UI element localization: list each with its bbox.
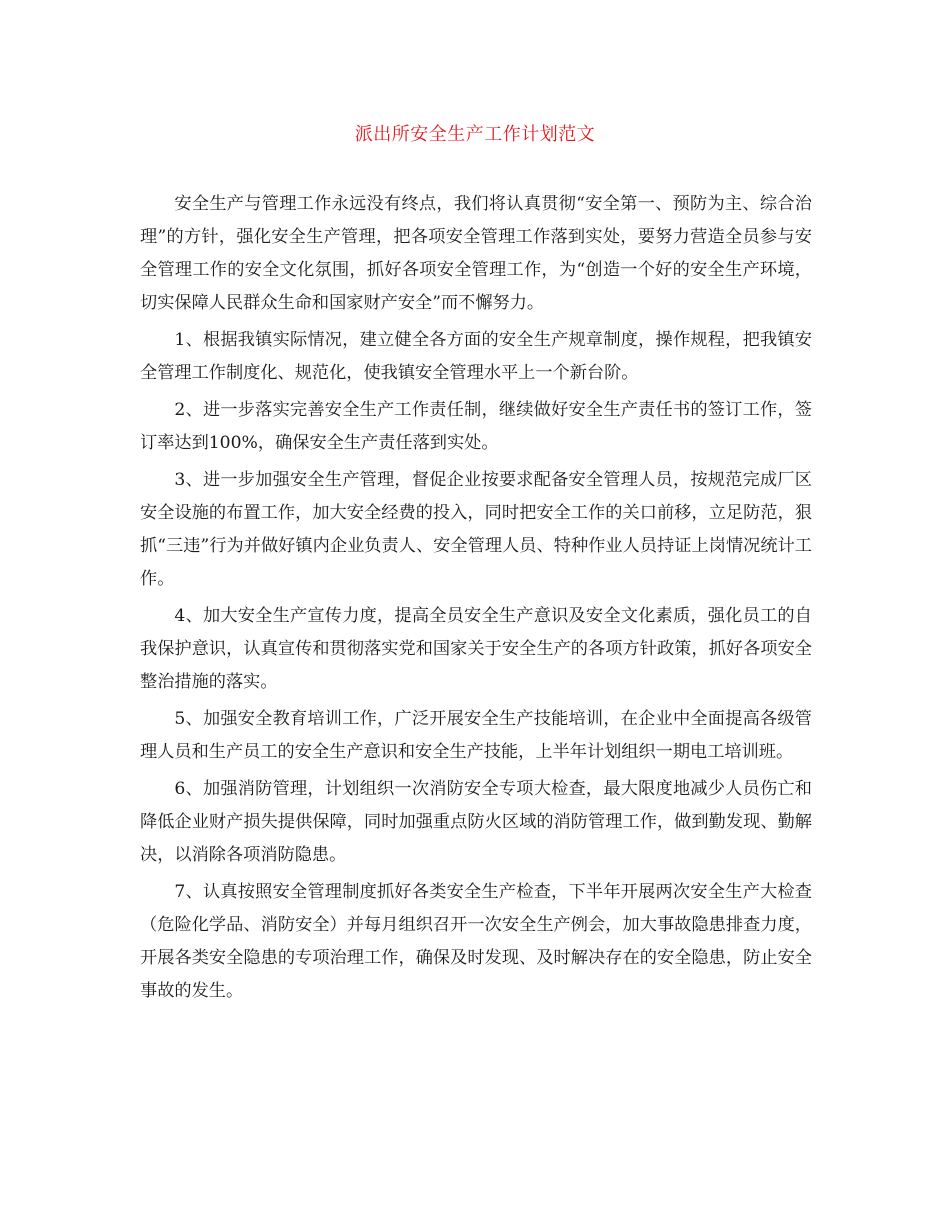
document-title: 派出所安全生产工作计划范文 xyxy=(354,124,596,145)
paragraph-item-5: 5、加强安全教育培训工作，广泛开展安全生产技能培训，在企业中全面提高各级管理人员和生产员工的安全生产意识和安全生产技能，上半年计划组织一期电工培训班。 xyxy=(140,709,812,762)
paragraph-item-6: 6、加强消防管理，计划组织一次消防安全专项大检查，最大限度地减少人员伤亡和降低企业财产损失提供保障，同时加强重点防火区域的消防管理工作，做到勤发现、勤解决，以消除各项消防隐患。 xyxy=(140,779,812,865)
document-body xyxy=(140,188,812,1012)
paragraph-item-4: 4、加大安全生产宣传力度，提高全员安全生产意识及安全文化素质，强化员工的自我保护意识，认真宣传和贯彻落实党和国家关于安全生产的各项方针政策，抓好各项安全整治措施的落实。 xyxy=(140,606,812,692)
paragraph-item-7: 7、认真按照安全管理制度抓好各类安全生产检查，下半年开展两次安全生产大检查（危险化学品、消防安全）并每月组织召开一次安全生产例会，加大事故隐患排查力度，开展各类安全隐患的专项治理工作，确保及时发现、及时解决存在的安全隐患，防止安全事故的发生。 xyxy=(140,882,812,1001)
paragraph-item-1: 1、根据我镇实际情况，建立健全各方面的安全生产规章制度，操作规程，把我镇安全管理工作制度化、规范化，使我镇安全管理水平上一个新台阶。 xyxy=(140,330,812,383)
paragraph-intro: 安全生产与管理工作永远没有终点，我们将认真贯彻“安全第一、预防为主、综合治理”的方针，强化安全生产管理，把各项安全管理工作落到实处，要努力营造全员参与安全管理工作的安全文化氛围，抓好各项安全管理工作，为“创造一个好的安全生产环境，切实保障人民群众生命和国家财产安全”而不懈努力。 xyxy=(140,194,812,313)
paragraph-item-2: 2、进一步落实完善安全生产工作责任制，继续做好安全生产责任书的签订工作，签订率达到100%，确保安全生产责任落到实处。 xyxy=(140,400,812,453)
paragraph-item-3: 3、进一步加强安全生产管理，督促企业按要求配备安全管理人员，按规范完成厂区安全设施的布置工作，加大安全经费的投入，同时把安全工作的关口前移，立足防范，狠抓“三违”行为并做好镇内企业负责人、安全管理人员、特种作业人员持证上岗情况统计工作。 xyxy=(140,470,812,589)
